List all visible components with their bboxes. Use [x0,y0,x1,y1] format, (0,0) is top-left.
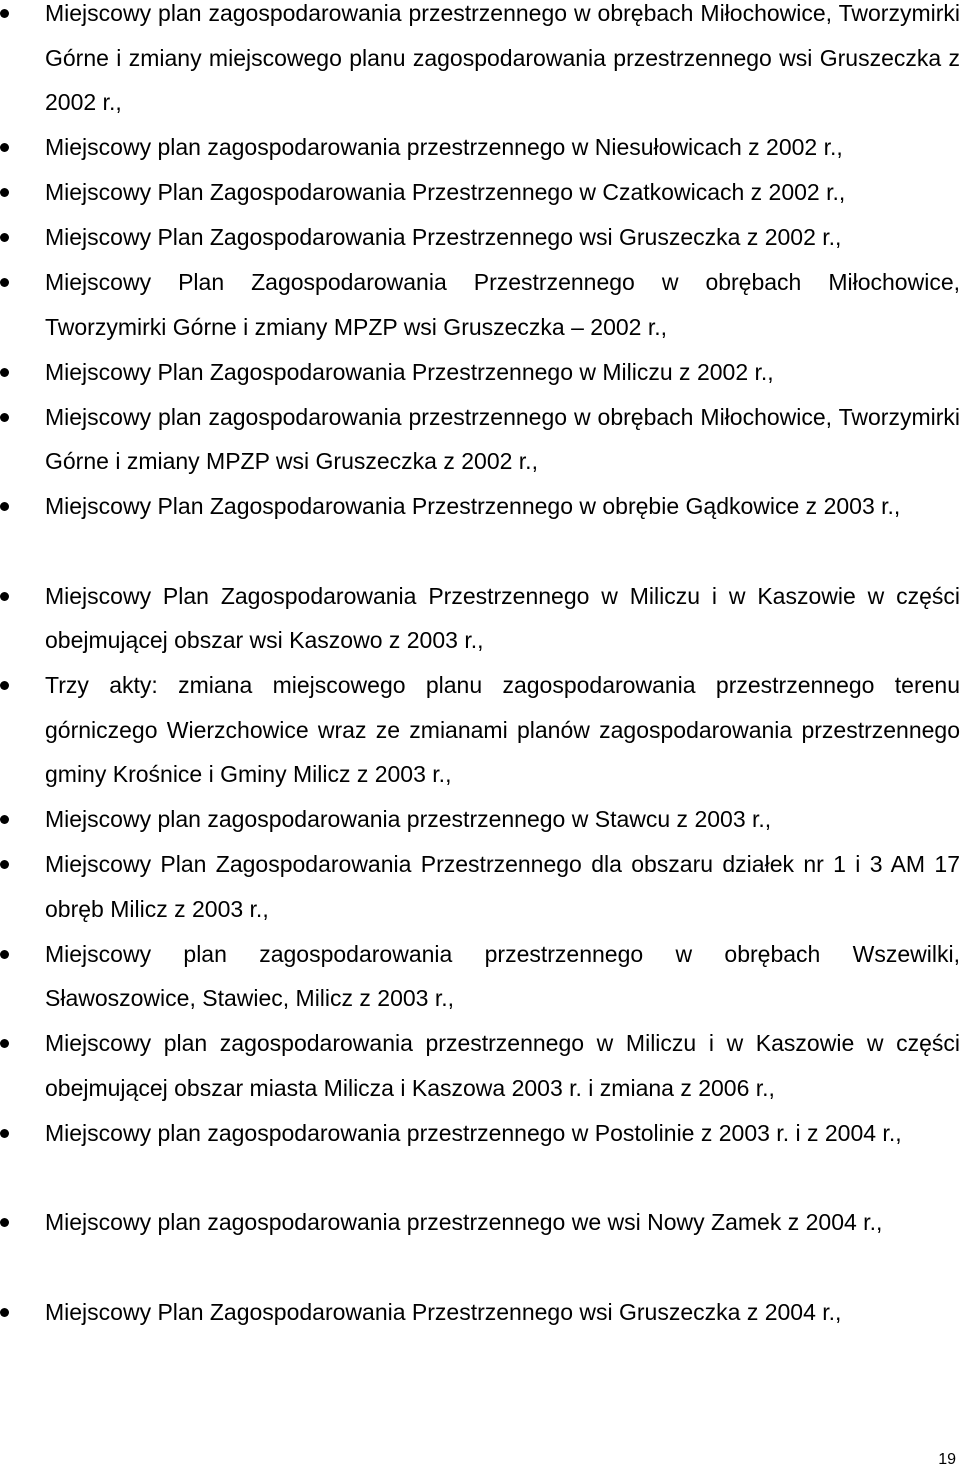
list-item-text: Miejscowy plan zagospodarowania przestrzennego w Stawcu z 2003 r., [45,806,772,832]
list-item-text: Miejscowy plan zagospodarowania przestrzennego we wsi Nowy Zamek z 2004 r., [45,1209,883,1235]
bullet-icon [0,188,9,197]
list-item-text: Miejscowy plan zagospodarowania przestrzennego w obrębach Wszewilki, Sławoszowice, Stawiec, Milicz z 2003 r., [45,940,960,1011]
bullet-icon [0,368,9,377]
bullet-icon [0,592,9,601]
bullet-icon [0,278,9,287]
list-item [0,842,960,931]
list-item [0,1290,960,1335]
bullet-icon [0,143,9,152]
list-item [0,215,960,260]
list-item-text: Miejscowy plan zagospodarowania przestrzennego w Miliczu i w Kaszowie w części obejmującej obszar miasta Milicza i Kaszowa 2003 r. i zmiana z 2006 r., [45,1030,960,1101]
list-item-text: Miejscowy Plan Zagospodarowania Przestrzennego wsi Gruszeczka z 2004 r., [45,1298,842,1325]
bullet-icon [0,1039,9,1048]
bullet-icon [0,681,9,690]
list-item [0,1200,960,1289]
list-item-text: Miejscowy plan zagospodarowania przestrzennego w obrębach Miłochowice, Tworzymirki Górne i zmiany MPZP wsi Gruszeczka z 2002 r., [45,403,960,474]
list-item [0,1021,960,1110]
list-item-text: Trzy akty: zmiana miejscowego planu zagospodarowania przestrzennego terenu górniczego Wierzchowice wraz ze zmianami planów zagospodarowania przestrzennego gminy Krośnice i Gminy Milicz z 2003 r., [45,672,960,787]
list-item [0,350,960,395]
bullet-icon [0,1218,9,1227]
bullet-icon [0,413,9,422]
bullet-icon [0,233,9,242]
list-item-text: Miejscowy Plan Zagospodarowania Przestrzennego w obrębie Gądkowice z 2003 r., [45,493,901,519]
bullet-icon [0,502,9,511]
list-item [0,0,960,125]
list-item [0,484,960,573]
list-item-text: Miejscowy plan zagospodarowania przestrzennego w Niesułowicach z 2002 r., [45,134,843,160]
list-item [0,395,960,484]
list-item-text: Miejscowy Plan Zagospodarowania Przestrzennego dla obszaru działek nr 1 i 3 AM 17 obręb Milicz z 2003 r., [45,851,960,922]
bullet-icon [0,950,9,959]
bullet-icon [0,1308,9,1317]
list-item [0,574,960,663]
list-item-text: Miejscowy Plan Zagospodarowania Przestrzennego w Miliczu z 2002 r., [45,358,774,385]
list-item-text: Miejscowy Plan Zagospodarowania Przestrzennego wsi Gruszeczka z 2002 r., [45,224,842,250]
list-item-text: Miejscowy Plan Zagospodarowania Przestrzennego w Czatkowicach z 2002 r., [45,179,846,205]
list-item-text: Miejscowy Plan Zagospodarowania Przestrzennego w obrębach Miłochowice, Tworzymirki Górne i zmiany MPZP wsi Gruszeczka – 2002 r., [45,269,960,340]
bullet-icon [0,815,9,824]
bullet-icon [0,860,9,869]
list-item-text: Miejscowy plan zagospodarowania przestrzennego w Postolinie z 2003 r. i z 2004 r., [45,1119,902,1146]
list-item-text: Miejscowy plan zagospodarowania przestrzennego w obrębach Miłochowice, Tworzymirki Górne i zmiany miejscowego planu zagospodarowania przestrzennego wsi Gruszeczka z 2002 r., [45,0,960,115]
list-item [0,125,960,170]
list-item [0,170,960,215]
list-item [0,797,960,842]
bullet-icon [0,9,9,18]
list-item [0,1111,960,1200]
list-item-text: Miejscowy Plan Zagospodarowania Przestrzennego w Miliczu i w Kaszowie w części obejmującej obszar wsi Kaszowo z 2003 r., [45,582,960,653]
list-item [0,260,960,349]
bullet-icon [0,1129,9,1138]
page-number: 19 [938,1451,956,1468]
list-item [0,663,960,797]
list-item [0,932,960,1021]
